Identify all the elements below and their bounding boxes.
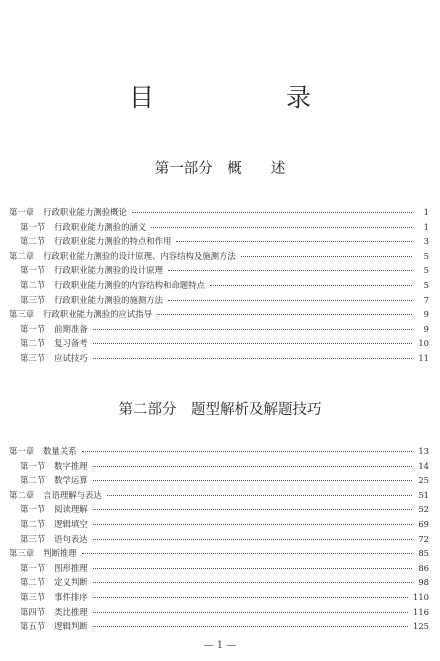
toc-entry-page: 10 [418, 338, 429, 349]
dot-leader [93, 559, 412, 569]
toc-entry-page: 51 [418, 489, 429, 500]
toc-entry-page: 86 [418, 562, 429, 573]
toc-entry-title: 数字推理 [54, 460, 88, 471]
dot-leader [241, 247, 412, 257]
toc-entry-label: 第二节 [20, 279, 46, 290]
page-title: 目 录 [129, 83, 373, 112]
toc-entry-label: 第二节 [20, 518, 46, 529]
toc-entry-page: 9 [423, 309, 429, 320]
toc-entry-page: 5 [423, 265, 429, 276]
toc-entry-title: 行政职业能力测验的特点和作用 [54, 236, 172, 247]
toc-entry-title: 逻辑判断 [54, 621, 88, 632]
toc-entry-title: 行政职业能力测验的内容结构和命题特点 [54, 279, 205, 290]
toc-entry-title: 复习备考 [54, 338, 88, 349]
dot-leader [168, 291, 412, 301]
dot-leader [82, 544, 412, 554]
toc-entry-label: 第三章 [9, 548, 35, 559]
dot-leader [93, 515, 412, 525]
toc-entry-page: 5 [423, 279, 429, 290]
toc-entry-page: 110 [413, 591, 429, 602]
toc-entry-label: 第四节 [20, 606, 46, 617]
toc-entry-title: 行政职业能力测验的应试指导 [43, 309, 152, 320]
toc-entry-label: 第一节 [20, 265, 46, 276]
toc-entry-label: 第五节 [20, 621, 46, 632]
toc-entry-page: 125 [413, 621, 429, 632]
toc-entry-page: 72 [418, 533, 429, 544]
toc-entry-page: 85 [418, 548, 429, 559]
dot-leader [93, 617, 408, 627]
dot-leader [93, 471, 412, 481]
dot-leader [132, 203, 412, 213]
toc-entry-label: 第一章 [9, 207, 35, 217]
dot-leader [168, 261, 412, 271]
dot-leader [151, 218, 412, 228]
toc-entry-page: 25 [418, 475, 429, 486]
toc-entry-title: 图形推理 [54, 562, 88, 573]
toc-entry-title: 前期准备 [54, 323, 88, 334]
toc-entry-title: 语句表达 [54, 533, 88, 544]
toc-part-one [9, 205, 429, 366]
toc-entry-page: 3 [423, 236, 429, 247]
toc-entry-page: 9 [423, 323, 429, 334]
dot-leader [93, 530, 412, 540]
toc-entry-label: 第二节 [20, 475, 46, 486]
toc-entry-label: 第三节 [20, 591, 46, 602]
toc-entry-title: 数学运算 [54, 475, 88, 486]
toc-entry-page: 1 [423, 221, 429, 232]
toc-entry-page: 69 [418, 518, 429, 529]
page-number: — 1 — [203, 640, 237, 651]
toc-entry-label: 第一节 [20, 460, 46, 471]
toc-entry-label: 第一章 [9, 446, 35, 456]
toc-entry-title: 判断推理 [43, 548, 77, 559]
toc-entry-title: 行政职业能力测验概论 [43, 207, 127, 217]
toc-entry-label: 第一节 [20, 504, 46, 515]
toc-entry [9, 351, 429, 366]
dot-leader [82, 442, 412, 452]
dot-leader [93, 320, 412, 330]
toc-entry-label: 第一节 [20, 323, 46, 334]
toc-entry-label: 第二节 [20, 338, 46, 349]
dot-leader [93, 603, 408, 613]
toc-part-two [9, 444, 429, 634]
toc-entry-label: 第二节 [20, 236, 46, 247]
dot-leader [157, 305, 412, 315]
dot-leader [93, 573, 412, 583]
toc-entry [9, 619, 429, 634]
dot-leader [176, 232, 412, 242]
toc-entry-label: 第三章 [9, 309, 35, 320]
dot-leader [93, 500, 412, 510]
toc-entry-title: 定义判断 [54, 577, 88, 588]
toc-entry-title: 行政职业能力测验的设计原理 [54, 265, 163, 276]
dot-leader [107, 486, 412, 496]
toc-entry-title: 应试技巧 [54, 352, 88, 363]
toc-entry-title: 数量关系 [43, 446, 77, 456]
toc-entry-label: 第一节 [20, 562, 46, 573]
toc-entry-page: 52 [418, 504, 429, 515]
toc-entry-page: 11 [418, 352, 429, 363]
toc-entry-title: 行政职业能力测验的设计原理、内容结构及施测方法 [43, 250, 236, 261]
toc-entry-label: 第二章 [9, 489, 35, 500]
toc-entry-page: 13 [418, 446, 429, 456]
toc-entry-label: 第三节 [20, 294, 46, 305]
toc-entry-page: 5 [423, 250, 429, 261]
dot-leader [93, 334, 412, 344]
toc-entry-title: 阅读理解 [54, 504, 88, 515]
part-one-title: 第一部分 概 述 [154, 161, 286, 177]
toc-entry-title: 逻辑填空 [54, 518, 88, 529]
toc-entry-page: 14 [418, 460, 429, 471]
toc-entry-label: 第三节 [20, 352, 46, 363]
toc-entry-title: 行政职业能力测验的施测方法 [54, 294, 163, 305]
toc-entry-label: 第三节 [20, 533, 46, 544]
toc-entry-page: 116 [413, 606, 429, 617]
toc-entry-title: 类比推理 [54, 606, 88, 617]
dot-leader [93, 457, 412, 467]
toc-entry-label: 第二章 [9, 250, 35, 261]
dot-leader [93, 349, 412, 359]
toc-entry-label: 第一节 [20, 221, 46, 232]
dot-leader [210, 276, 412, 286]
toc-entry-page: 7 [423, 294, 429, 305]
toc-entry-label: 第二节 [20, 577, 46, 588]
part-two-title: 第二部分 题型解析及解题技巧 [118, 402, 322, 418]
toc-entry-title: 事件排序 [54, 591, 88, 602]
toc-entry-title: 行政职业能力测验的涵义 [54, 221, 147, 232]
toc-entry-title: 言语理解与表达 [43, 489, 102, 500]
toc-entry-page: 1 [423, 207, 429, 217]
dot-leader [93, 588, 408, 598]
toc-entry-page: 98 [418, 577, 429, 588]
